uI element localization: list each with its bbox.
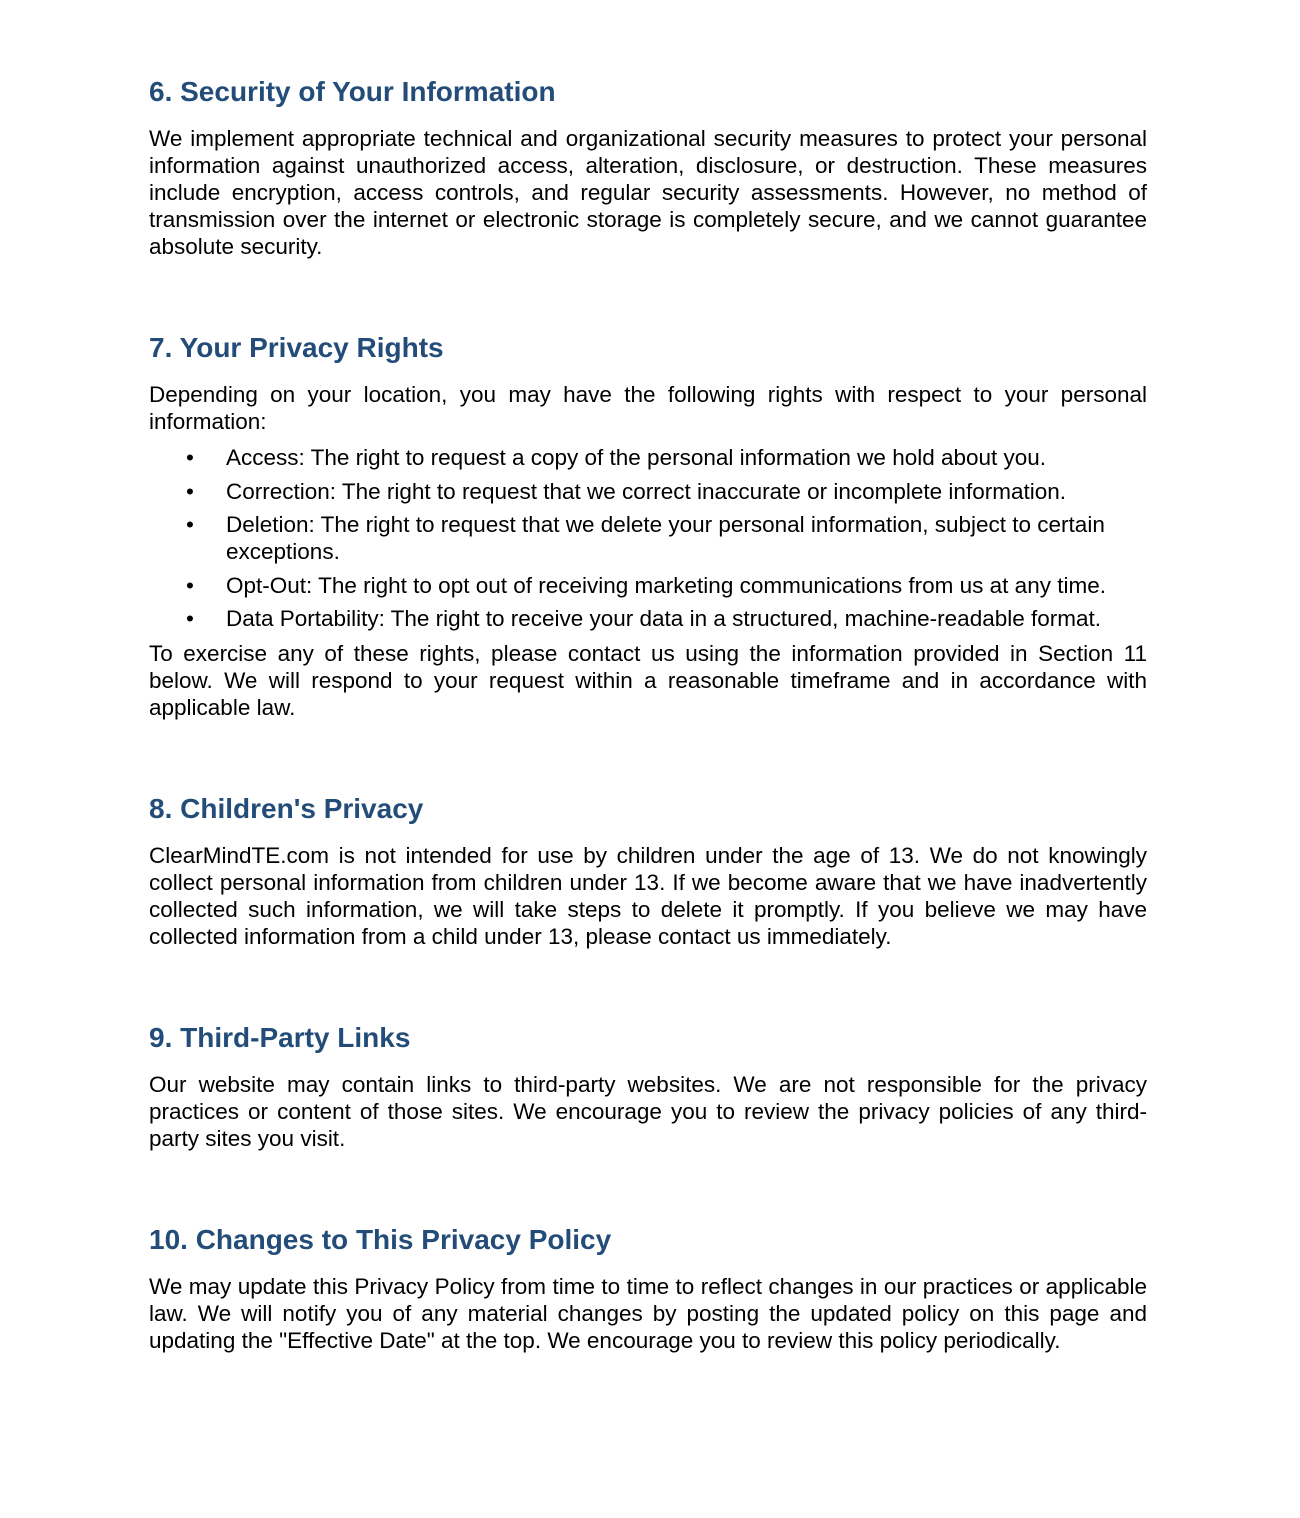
section-paragraph: We may update this Privacy Policy from time to time to reflect changes in our practices or applicable law. We will notify you of any material changes by posting the updated policy on this page and updating the "Effective Date" at the top. We encourage you to review this policy periodically. [149, 1274, 1147, 1353]
section-heading: 7. Your Privacy Rights [149, 332, 444, 363]
list-item [149, 478, 1147, 505]
list-item-text: Access: The right to request a copy of the personal information we hold about you. [226, 445, 1047, 470]
section-heading: 6. Security of Your Information [149, 76, 556, 107]
section-heading: 9. Third-Party Links [149, 1022, 411, 1053]
list-item-text: Deletion: The right to request that we delete your personal information, subject to certain exceptions. [226, 512, 1105, 564]
bullet-icon: • [186, 606, 194, 631]
list-item-text: Correction: The right to request that we correct inaccurate or incomplete information. [226, 478, 1066, 504]
rights-list [149, 444, 1147, 632]
section-childrens-privacy [149, 792, 1147, 950]
list-item-text: Data Portability: The right to receive your data in a structured, machine-readable format. [226, 606, 1102, 631]
section-intro: Depending on your location, you may have the following rights with respect to your personal information: [149, 382, 1147, 434]
section-heading: 10. Changes to This Privacy Policy [149, 1224, 612, 1255]
bullet-icon: • [186, 445, 194, 470]
bullet-icon: • [186, 478, 194, 504]
section-paragraph: We implement appropriate technical and organizational security measures to protect your personal information against unauthorized access, alteration, disclosure, or destruction. These measures include encryption, access controls, and regular security assessments. However, no method of transmission over the internet or electronic storage is completely secure, and we cannot guarantee absolute security. [149, 126, 1147, 259]
list-item [149, 605, 1147, 632]
bullet-icon: • [186, 572, 194, 598]
section-third-party-links [149, 1021, 1147, 1152]
section-heading: 8. Children's Privacy [149, 793, 424, 824]
list-item-text: Opt-Out: The right to opt out of receiving marketing communications from us at any time. [226, 572, 1106, 598]
list-item [149, 572, 1147, 599]
section-privacy-rights [149, 331, 1147, 721]
section-paragraph: ClearMindTE.com is not intended for use by children under the age of 13. We do not knowingly collect personal information from children under 13. If we become aware that we have inadvertently collected such information, we will take steps to delete it promptly. If you believe we may have collected information from a child under 13, please contact us immediately. [149, 843, 1147, 949]
list-item [149, 444, 1147, 471]
bullet-icon: • [186, 512, 194, 537]
section-security [149, 75, 1147, 260]
section-paragraph: Our website may contain links to third-party websites. We are not responsible for the privacy practices or content of those sites. We encourage you to review the privacy policies of any third-party sites you visit. [149, 1072, 1147, 1151]
list-item [149, 511, 1147, 565]
section-outro: To exercise any of these rights, please contact us using the information provided in Section 11 below. We will respond to your request within a reasonable timeframe and in accordance with applicable law. [149, 641, 1147, 720]
section-policy-changes [149, 1223, 1147, 1354]
